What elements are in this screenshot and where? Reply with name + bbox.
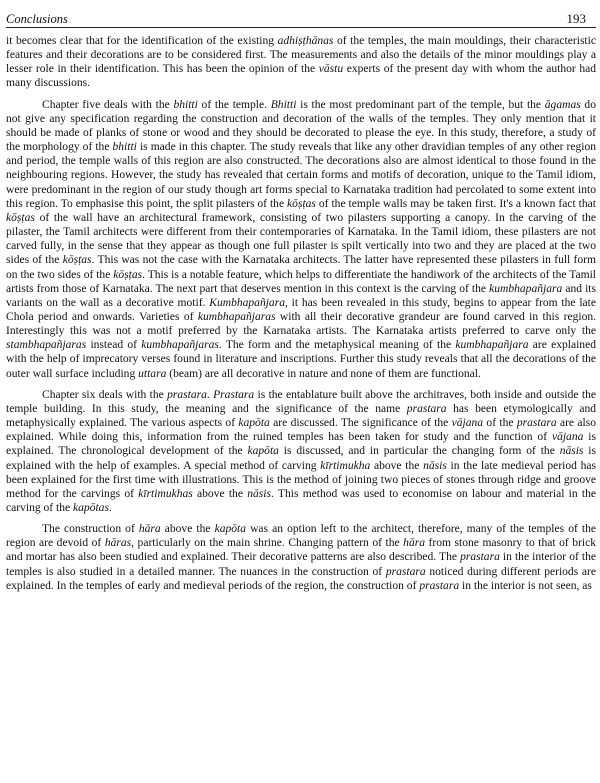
- italic-term: kapōtas: [73, 502, 109, 514]
- italic-term: bhitti: [173, 98, 198, 111]
- italic-term: vājana: [451, 417, 484, 430]
- italic-term: kōṣṭas: [287, 197, 316, 210]
- italic-term: prastara: [419, 579, 460, 592]
- text-run: , particularly on the main shrine. Changing pattern of the: [131, 537, 404, 550]
- text-run: in the interior is not seen, as: [459, 579, 592, 592]
- text-run: is made in this chapter. The study reveals that like any other dravidian temples of any other region and period, the temple walls of this region are also constructed. The decorations also are almost identical to those found in the neighbouring regions. However, the study has revealed that certain forms and motifs of decoration, unique to the Tamil idiom, were predominant in the region of our study though art forms special to Karnataka tradition had percolated to some extent into this region. To emphasise this point, the split pilasters of the: [6, 141, 596, 210]
- italic-term: kōṣṭas: [6, 211, 35, 224]
- text-run: in the late medieval period has been explained for the first time with illustrations. This is the method of joining two pieces of stones through ridge and groove method for the carvings of: [6, 459, 597, 500]
- italic-term: kapōta: [214, 523, 247, 536]
- text-run: of the temples, the main mouldings, their characteristic features and their decorations are to be considered first. The measurements and also the details of the minor mouldings play a lesser role in their identification. This has been the opinion of the: [6, 35, 596, 76]
- italic-term: kapōta: [247, 445, 279, 458]
- text-run: (beam) are all decorative in nature and none of them are functional.: [166, 367, 481, 380]
- italic-term: āgamas: [544, 98, 581, 111]
- italic-term: vājana: [551, 431, 584, 444]
- text-run: Chapter six deals with the: [42, 388, 168, 401]
- paragraph-1: [6, 34, 596, 91]
- body-text: [6, 34, 596, 593]
- text-run: instead of: [86, 339, 142, 352]
- italic-term: kapōta: [238, 417, 270, 430]
- text-run: of the wall have an architectural framework, consisting of two pilasters supporting a canopy. In the carving of the pilaster, the Tamil architects were different from their contemporaries of Karnataka. In the Tamil idiom, these pilasters are not carved fully, in the sense that they appear as though one full pilaster is spilt vertically into two and they are placed at the two sides of the: [6, 211, 596, 267]
- text-run: . This is a notable feature, which helps to differentiate the handiwork of the architects of the Tamil artists from those of Karnataka. The next part that deserves mention in this context is the carving of the: [6, 268, 596, 295]
- text-run: . This was not the case with the Karnataka architects. The latter have represented these pilasters in full form on the two sides of the: [6, 254, 596, 281]
- italic-term: kumbhapañjara: [489, 282, 563, 295]
- text-run: is explained with the help of examples. A special method of carving: [6, 445, 596, 472]
- italic-term: kīrtimukha: [320, 459, 371, 472]
- text-run: do not give any specification regarding the construction and decoration of the walls of the temples. They only mention that it should be made of planks of stone or wood and they should be decorated to please the eye. In this study, therefore, a study of the morphology of the: [6, 98, 596, 154]
- italic-term: nāsis: [423, 459, 447, 472]
- text-run: is discussed, and in particular the changing form of the: [278, 445, 560, 458]
- italic-term: prastara: [460, 551, 500, 564]
- italic-term: vāstu: [318, 63, 344, 76]
- italic-term: bhitti: [112, 141, 137, 154]
- text-run: it becomes clear that for the identification of the existing: [6, 35, 278, 47]
- text-run: in the interior of the temples is also studied in a detailed manner. The nuances in the construction of: [6, 551, 596, 578]
- text-run: are explained with the help of imprecatory verses found in literature and inscriptions. Further this study reveals that all the decorations of the outer wall surface including: [6, 339, 596, 380]
- italic-term: Bhitti: [270, 98, 297, 111]
- text-run: above the: [160, 523, 215, 536]
- italic-term: prastara: [516, 417, 557, 430]
- text-run: is explained. The chronological development of the: [6, 431, 596, 458]
- italic-term: kōṣṭas: [113, 268, 143, 281]
- text-run: . The form and the metaphysical meaning of the: [218, 339, 456, 352]
- text-run: are also explained. While doing this, information from the ruined temples has been taken for study and the function of: [6, 417, 596, 444]
- italic-term: nāsis: [247, 487, 271, 500]
- italic-term: kumbhapañjaras: [141, 339, 219, 352]
- text-run: are discussed. The significance of the: [269, 417, 452, 430]
- text-run: is the entablature built above the architraves, both inside and outside the temple building. In this study, the meaning and the significance of the name: [6, 388, 596, 415]
- italic-term: kumbhapañjaras: [197, 310, 276, 323]
- text-run: .: [108, 502, 112, 514]
- paragraph-4: [6, 522, 596, 593]
- text-run: .: [206, 388, 214, 401]
- italic-term: prastara: [385, 565, 426, 578]
- page-number: 193: [566, 11, 586, 26]
- text-run: of the: [483, 417, 517, 430]
- text-run: , it has been revealed in this study, begins to appear from the late Chola period and onwards. Varieties of: [6, 296, 596, 323]
- italic-term: kumbhapañjara: [455, 339, 529, 352]
- italic-term: prastara: [406, 402, 447, 415]
- text-run: of the temple.: [197, 98, 271, 111]
- chapter-title: Conclusions: [6, 12, 68, 26]
- paragraph-2: [6, 98, 596, 381]
- text-run: with all their decorative grandeur are found carved in this region. Interestingly this was not a motif preferred by the Karnataka artists. The Karnataka artists preferred to carve only the: [6, 310, 597, 338]
- italic-term: kīrtimukhas: [138, 487, 193, 500]
- text-run: above the: [192, 487, 248, 500]
- text-run: Chapter five deals with the: [42, 98, 174, 111]
- italic-term: prastara: [167, 388, 207, 401]
- italic-term: nāsis: [559, 445, 584, 458]
- italic-term: uttara: [138, 367, 167, 380]
- italic-term: hāras: [104, 537, 132, 550]
- italic-term: Kumbhapañjara: [209, 296, 285, 309]
- italic-term: stambhapañjaras: [6, 339, 87, 352]
- running-header: [6, 0, 596, 28]
- paragraph-3: [6, 388, 596, 515]
- italic-term: Prastara: [213, 388, 255, 401]
- text-run: and its variants on the wall as a decorative motif.: [6, 282, 596, 309]
- text-run: has been etymologically and metaphysically explained. The various aspects of: [6, 402, 596, 430]
- text-run: above the: [370, 459, 424, 472]
- italic-term: hāra: [403, 537, 425, 550]
- text-run: noticed during different periods are explained. In the temples of early and medieval periods of the region, the construction of: [6, 565, 597, 592]
- text-run: was an option left to the architect, therefore, many of the temples of the region are devoid of: [6, 523, 596, 550]
- text-run: of the temple walls may be taken first. It's a known fact that: [315, 197, 596, 210]
- italic-term: kōṣṭas: [62, 254, 92, 267]
- text-run: from stone masonry to that of brick and mortar has also been studied and explained. Their decorative patterns are also described. The: [6, 537, 597, 564]
- italic-term: hāra: [138, 523, 161, 536]
- text-run: experts of the present day with whom the author had many discussions.: [6, 63, 596, 90]
- text-run: The construction of: [42, 523, 139, 536]
- text-run: is the most predominant part of the temple, but the: [296, 98, 545, 111]
- italic-term: adhiṣṭhānas: [277, 35, 334, 47]
- text-run: . This method was used to economise on labour and material in the carving of the: [6, 487, 597, 514]
